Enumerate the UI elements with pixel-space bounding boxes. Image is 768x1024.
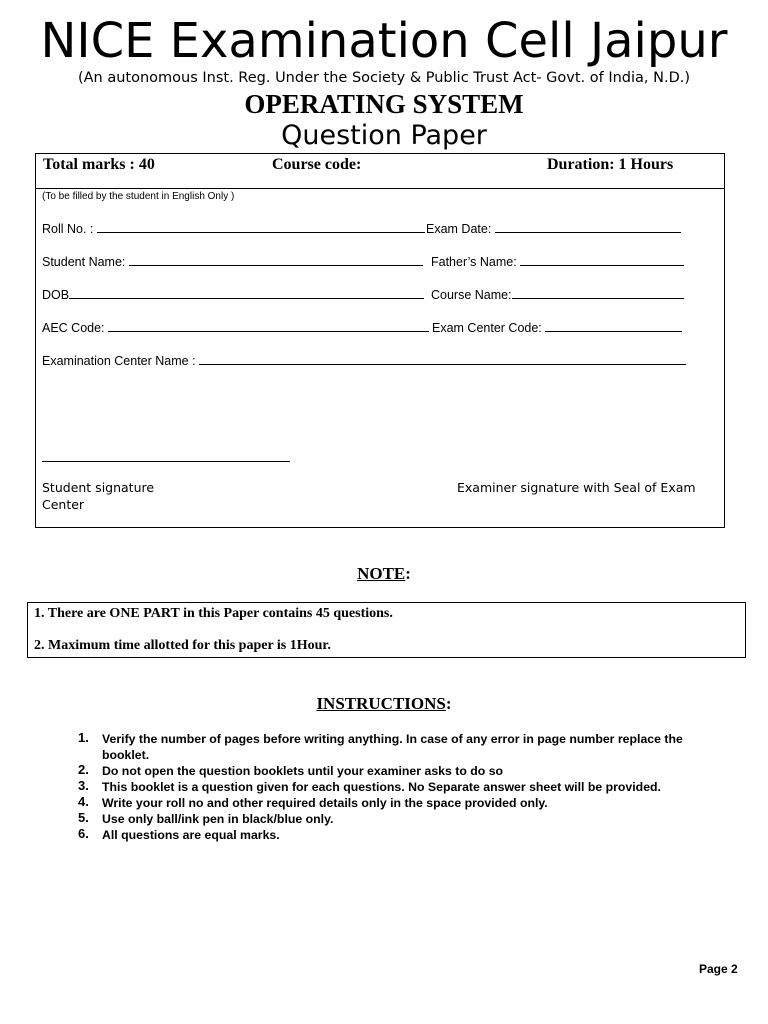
duration: Duration: 1 Hours (547, 156, 674, 173)
course-name-label: Course Name: (431, 288, 512, 302)
note-box (27, 602, 746, 658)
instruction-number: 4. (78, 794, 89, 809)
examiner-signature-label: Examiner signature with Seal of Exam (457, 480, 696, 495)
dob-label: DOB (42, 288, 70, 302)
roll-no-label: Roll No. : (42, 222, 94, 236)
course-name-field[interactable] (431, 287, 684, 303)
institution-title: NICE Examination Cell Jaipur (40, 13, 728, 69)
instruction-item (78, 731, 708, 763)
student-name-field[interactable] (42, 254, 423, 270)
instruction-text: Use only ball/ink pen in black/blue only. (102, 812, 334, 826)
exam-center-code-field[interactable] (432, 320, 682, 336)
instruction-text: Write your roll no and other required details only in the space provided only. (102, 796, 548, 810)
instructions-heading (0, 694, 768, 714)
student-signature-line[interactable] (42, 461, 290, 462)
total-marks: Total marks : 40 (43, 156, 155, 173)
paper-type-title: Question Paper (281, 120, 487, 151)
instruction-number: 2. (78, 762, 89, 777)
instruction-number: 3. (78, 778, 89, 793)
exam-center-name-line[interactable] (199, 353, 686, 365)
page-number: Page 2 (699, 962, 738, 976)
instruction-item (78, 811, 708, 827)
student-name-label: Student Name: (42, 255, 126, 269)
exam-center-name-field[interactable] (42, 353, 686, 369)
note-line-1: 1. There are ONE PART in this Paper contains 45 questions. (34, 606, 393, 621)
fathers-name-field[interactable] (431, 254, 684, 270)
roll-no-line[interactable] (97, 221, 425, 233)
institution-subtitle: (An autonomous Inst. Reg. Under the Society & Public Trust Act- Govt. of India, N.D.) (77, 70, 691, 86)
exam-center-code-label: Exam Center Code: (432, 321, 542, 335)
roll-no-field[interactable] (42, 221, 425, 237)
instruction-number: 1. (78, 730, 89, 745)
subject-title: OPERATING SYSTEM (244, 89, 524, 119)
instructions-heading-colon: : (445, 694, 452, 713)
fathers-name-label: Father’s Name: (431, 255, 517, 269)
instruction-text: This booklet is a question given for each questions. No Separate answer sheet will be provided. (102, 780, 661, 794)
exam-date-line[interactable] (495, 221, 681, 233)
note-heading (0, 564, 768, 584)
instruction-text: All questions are equal marks. (102, 828, 280, 842)
instructions-list (78, 731, 708, 843)
exam-info-row (36, 154, 724, 189)
center-label: Center (42, 497, 85, 512)
note-line-2: 2. Maximum time allotted for this paper is 1Hour. (34, 638, 331, 653)
student-details-box (35, 153, 725, 528)
exam-date-field[interactable] (426, 221, 681, 237)
aec-code-label: AEC Code: (42, 321, 105, 335)
exam-center-name-label: Examination Center Name : (42, 354, 196, 368)
fill-instruction: (To be filled by the student in English Only ) (42, 191, 235, 202)
instruction-text: Do not open the question booklets until your examiner asks to do so (102, 764, 504, 778)
student-signature-label: Student signature (42, 480, 155, 495)
student-name-line[interactable] (129, 254, 423, 266)
dob-field[interactable] (42, 287, 424, 303)
exam-center-code-line[interactable] (545, 320, 682, 332)
course-code-label: Course code: (272, 156, 362, 173)
instruction-number: 6. (78, 826, 89, 841)
fathers-name-line[interactable] (520, 254, 684, 266)
instructions-heading-text: INSTRUCTIONS (316, 694, 446, 713)
instruction-item (78, 827, 708, 843)
dob-line[interactable] (69, 287, 424, 299)
instruction-item (78, 779, 708, 795)
instruction-item (78, 795, 708, 811)
exam-date-label: Exam Date: (426, 222, 492, 236)
instruction-number: 5. (78, 810, 89, 825)
note-heading-colon: : (405, 564, 411, 583)
course-name-line[interactable] (512, 287, 684, 299)
instruction-text: Verify the number of pages before writing anything. In case of any error in page number replace the booklet. (102, 732, 683, 762)
aec-code-line[interactable] (108, 320, 429, 332)
note-heading-text: NOTE (357, 564, 406, 583)
aec-code-field[interactable] (42, 320, 429, 336)
instruction-item (78, 763, 708, 779)
